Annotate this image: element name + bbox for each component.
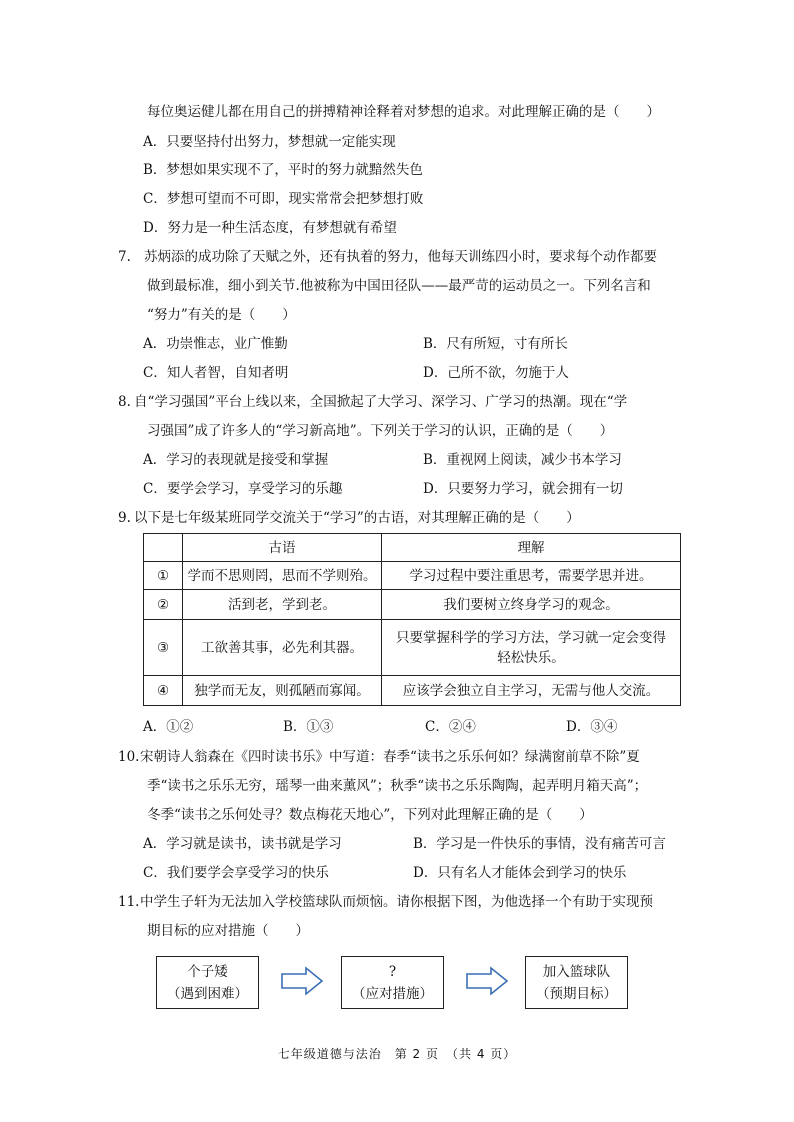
row-index: ② bbox=[144, 590, 183, 620]
q7-stem-line1: 苏炳添的成功除了天赋之外，还有执着的努力，他每天训练四小时，要求每个动作都要 bbox=[144, 249, 657, 265]
q8-option-b: B．重视网上阅读，减少书本学习 bbox=[423, 452, 622, 468]
right-arrow-icon bbox=[280, 966, 324, 996]
q7-stem-line2: 做到最标准，细小到关节.他被称为中国田径队——最严苛的运动员之一。下列名言和 bbox=[147, 278, 651, 294]
flow-box-title: 加入篮球队 bbox=[542, 964, 611, 980]
flow-box-title: 个子矮 bbox=[187, 964, 228, 980]
row-meaning: 学习过程中要注重思考，需要学思并进。 bbox=[382, 562, 681, 590]
q10-number: 10. bbox=[118, 749, 140, 765]
q7-option-d: D．己所不欲，勿施于人 bbox=[423, 365, 569, 381]
q6-option-a: A．只要坚持付出努力，梦想就一定能实现 bbox=[143, 134, 396, 150]
q6-option-c: C．梦想可望而不可即，现实常常会把梦想打败 bbox=[143, 191, 424, 207]
flow-box-caption: （应对措施） bbox=[352, 986, 433, 1002]
q6-stem: 每位奥运健儿都在用自己的拼搏精神诠释着对梦想的追求。对此理解正确的是（ ） bbox=[147, 104, 660, 120]
q10-stem-line3: 冬季“读书之乐何处寻？数点梅花天地心”，下列对此理解正确的是（ ） bbox=[147, 807, 593, 823]
row-meaning: 应该学会独立自主学习，无需与他人交流。 bbox=[382, 676, 681, 706]
q7-option-b: B．尺有所短，寸有所长 bbox=[423, 336, 568, 352]
flow-box-caption: （遇到困难） bbox=[167, 986, 248, 1002]
q8-number: 8. bbox=[118, 394, 131, 410]
table-row bbox=[144, 590, 681, 620]
q7-option-a: A．功崇惟志，业广惟勤 bbox=[143, 336, 288, 352]
table-row bbox=[144, 562, 681, 590]
q10-option-a: A．学习就是读书，读书就是学习 bbox=[143, 836, 342, 852]
q8-option-a: A．学习的表现就是接受和掌握 bbox=[143, 452, 329, 468]
q7-option-c: C．知人者智，自知者明 bbox=[143, 365, 289, 381]
q9-number: 9. bbox=[118, 510, 131, 526]
row-meaning: 只要掌握科学的学习方法，学习就一定会变得轻松快乐。 bbox=[382, 620, 681, 676]
row-index: ③ bbox=[144, 620, 183, 676]
table-row bbox=[144, 676, 681, 706]
row-quote: 独学而无友，则孤陋而寡闻。 bbox=[183, 676, 382, 706]
q8-stem-line2: 习强国”成了许多人的“学习新高地”。下列关于学习的认识，正确的是（ ） bbox=[147, 423, 614, 439]
q9-option-d: D．③④ bbox=[566, 719, 618, 735]
q6-option-d: D．努力是一种生活态度，有梦想就有希望 bbox=[143, 220, 397, 236]
q10-stem-line1: 宋朝诗人翁森在《四时读书乐》中写道：春季“读书之乐乐何如？绿满窗前草不除”夏 bbox=[140, 749, 640, 765]
q8-stem-line1: 自“学习强国”平台上线以来，全国掀起了大学习、深学习、广学习的热潮。现在“学 bbox=[134, 394, 628, 410]
row-quote: 学而不思则罔，思而不学则殆。 bbox=[183, 562, 382, 590]
row-quote: 工欲善其事，必先利其器。 bbox=[183, 620, 382, 676]
q10-stem-line2: 季“读书之乐乐无穷，瑶琴一曲来薰风”；秋季“读书之乐乐陶陶，起弄明月箱天高”； bbox=[147, 778, 648, 794]
q9-option-a: A．①② bbox=[143, 719, 194, 735]
q7-number: 7. bbox=[118, 249, 131, 265]
flow-box-difficulty bbox=[156, 956, 259, 1009]
row-index: ④ bbox=[144, 676, 183, 706]
flow-box-title: ? bbox=[388, 964, 397, 980]
q7-stem-line3: “努力”有关的是（ ） bbox=[147, 307, 296, 323]
q11-stem-line2: 期目标的应对措施（ ） bbox=[147, 923, 309, 939]
row-quote: 活到老，学到老。 bbox=[183, 590, 382, 620]
row-index: ① bbox=[144, 562, 183, 590]
q9-option-c: C．②④ bbox=[425, 719, 476, 735]
q10-option-b: B．学习是一件快乐的事情，没有痛苦可言 bbox=[413, 836, 666, 852]
flow-box-caption: （预期目标） bbox=[536, 986, 617, 1002]
table-header-index bbox=[144, 534, 183, 562]
q11-stem-line1: 中学生子轩为无法加入学校篮球队而烦恼。请你根据下图，为他选择一个有助于实现预 bbox=[140, 894, 653, 910]
q9-option-b: B．①③ bbox=[283, 719, 334, 735]
flow-box-measure bbox=[341, 956, 444, 1009]
q6-option-b: B．梦想如果实现不了，平时的努力就黯然失色 bbox=[143, 162, 423, 178]
table-row bbox=[144, 620, 681, 676]
page-footer: 七年级道德与法治 第 2 页 （共 4 页） bbox=[277, 1047, 517, 1061]
q10-option-c: C．我们要学会享受学习的快乐 bbox=[143, 865, 329, 881]
table-header-meaning: 理解 bbox=[382, 534, 681, 562]
row-meaning: 我们要树立终身学习的观念。 bbox=[382, 590, 681, 620]
q10-option-d: D．只有名人才能体会到学习的快乐 bbox=[413, 865, 627, 881]
table-header-row bbox=[144, 534, 681, 562]
right-arrow-icon bbox=[465, 966, 509, 996]
q11-number: 11. bbox=[118, 894, 140, 910]
q8-option-c: C．要学会学习，享受学习的乐趣 bbox=[143, 481, 343, 497]
flow-box-goal bbox=[525, 956, 628, 1009]
q8-option-d: D．只要努力学习，就会拥有一切 bbox=[423, 481, 623, 497]
q9-quote-table bbox=[143, 533, 681, 706]
q9-stem: 以下是七年级某班同学交流关于“学习”的古语，对其理解正确的是（ ） bbox=[134, 510, 580, 526]
table-header-quote: 古语 bbox=[183, 534, 382, 562]
